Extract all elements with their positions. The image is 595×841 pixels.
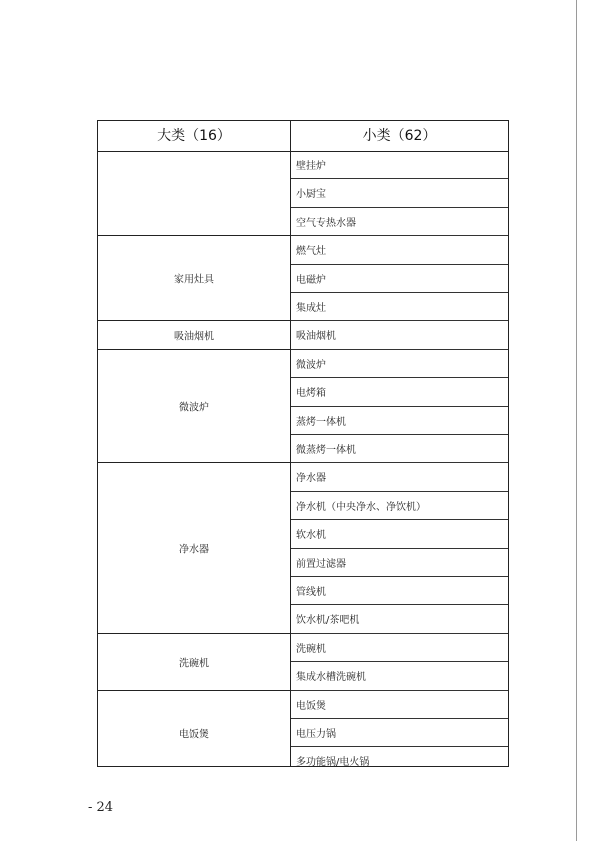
minor-category-row: [291, 492, 508, 520]
minor-category-row: [291, 208, 508, 236]
minor-category-label: 小厨宝: [296, 189, 326, 201]
minor-category-row: [291, 577, 508, 605]
minor-category-row: [291, 662, 508, 690]
minor-category-row: [291, 549, 508, 577]
minor-category-row: [291, 691, 508, 719]
minor-category-row: [291, 265, 508, 293]
minor-category-row: [291, 293, 508, 321]
major-category-cell: [98, 463, 290, 633]
major-category-label: 洗碗机: [179, 658, 209, 670]
minor-category-label: 管线机: [296, 587, 326, 598]
major-category-label: 吸油烟机: [174, 331, 214, 343]
minor-category-row: [291, 520, 508, 548]
minor-category-row: [291, 605, 508, 633]
major-category-cell: [98, 634, 290, 691]
minor-category-label: 电磁炉: [296, 274, 326, 286]
minor-category-label: 软水机: [296, 530, 326, 542]
minor-category-row: [291, 435, 508, 463]
major-category-label: 净水器: [179, 544, 209, 556]
major-category-label: 电饭煲: [179, 729, 209, 741]
minor-category-row: [291, 350, 508, 378]
minor-category-label: 燃气灶: [296, 246, 326, 258]
minor-category-label: 净水器: [296, 473, 326, 485]
minor-category-label: 电饭煲: [296, 700, 326, 712]
minor-category-label: 电烤箱: [296, 388, 326, 400]
minor-category-label: 洗碗机: [296, 643, 326, 655]
page-edge-line: [576, 0, 577, 841]
minor-category-row: [291, 463, 508, 491]
minor-category-row: [291, 179, 508, 207]
minor-category-label: 微波炉: [296, 359, 326, 371]
minor-category-label: 多功能锅/电火锅: [296, 757, 370, 769]
minor-category-label: 微蒸烤一体机: [296, 445, 356, 456]
minor-category-row: [291, 747, 508, 775]
major-category-cell: [98, 321, 290, 349]
header-minor-category: 小类（62）: [362, 128, 437, 144]
minor-category-row: [291, 634, 508, 662]
major-category-cell: [98, 350, 290, 464]
category-table: [97, 120, 509, 767]
minor-category-label: 电压力锅: [296, 729, 336, 740]
minor-category-label: 集成水槽洗碗机: [296, 672, 366, 684]
major-category-label: 家用灶具: [174, 274, 214, 286]
major-category-cell: [98, 151, 290, 236]
minor-category-row: [291, 151, 508, 179]
page-number: - 24: [88, 800, 114, 815]
minor-category-label: 壁挂炉: [296, 161, 326, 172]
minor-category-label: 集成灶: [296, 303, 326, 314]
major-category-label: 微波炉: [179, 402, 209, 414]
minor-category-row: [291, 407, 508, 435]
minor-category-label: 蒸烤一体机: [296, 416, 346, 428]
major-category-cell: [98, 236, 290, 321]
minor-category-row: [291, 321, 508, 349]
minor-category-row: [291, 378, 508, 406]
minor-category-label: 饮水机/茶吧机: [296, 615, 360, 627]
header-major-category: 大类（16）: [157, 128, 231, 144]
minor-category-row: [291, 719, 508, 747]
minor-category-row: [291, 236, 508, 264]
minor-category-label: 吸油烟机: [296, 331, 336, 343]
minor-category-label: 空气专热水器: [296, 217, 356, 229]
minor-category-label: 前置过滤器: [296, 558, 346, 570]
table-header: [98, 121, 508, 152]
major-category-cell: [98, 691, 290, 776]
minor-category-label: 净水机（中央净水、净饮机）: [296, 501, 426, 513]
